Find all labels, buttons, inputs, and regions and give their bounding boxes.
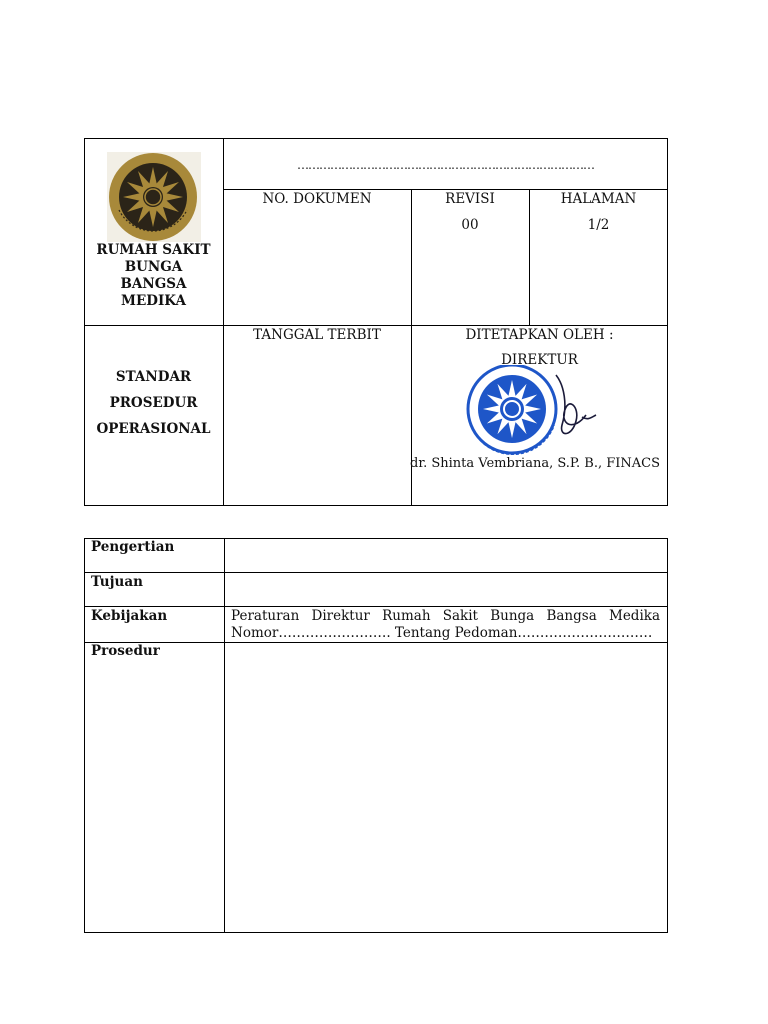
- official-stamp: [464, 365, 600, 455]
- hospital-name-line-3: BANGSA: [120, 276, 187, 292]
- pengertian-label: Pengertian: [91, 539, 175, 555]
- no-dokumen-label: NO. DOKUMEN: [262, 191, 372, 207]
- tanggal-terbit-label: TANGGAL TERBIT: [253, 327, 381, 343]
- header-divider-halaman: [529, 189, 530, 326]
- content-table: [84, 538, 668, 933]
- revisi-value: 00: [461, 217, 479, 233]
- hospital-name-line-1: RUMAH SAKIT: [96, 242, 211, 258]
- hospital-name-line-2: BUNGA: [124, 259, 183, 275]
- ditetapkan-label: DITETAPKAN OLEH :: [465, 327, 614, 343]
- revisi-label: REVISI: [445, 191, 495, 207]
- prosedur-label: Prosedur: [91, 643, 160, 659]
- hospital-logo: [107, 152, 201, 242]
- direktur-label: DIREKTUR: [501, 352, 578, 368]
- kebijakan-value-line-2: Nomor……………………. Tentang Pedoman…………………………: [231, 625, 653, 641]
- content-divider-vertical: [224, 538, 225, 933]
- hospital-logo-icon: [107, 152, 201, 242]
- tujuan-label: Tujuan: [91, 574, 143, 590]
- content-divider-1: [84, 572, 668, 573]
- hospital-name-line-4: MEDIKA: [121, 293, 186, 309]
- sop-title-line-2: PROSEDUR: [109, 395, 198, 411]
- halaman-label: HALAMAN: [560, 191, 637, 207]
- document-title-placeholder: ………………………………………………………………………: [297, 158, 594, 172]
- kebijakan-label: Kebijakan: [91, 608, 168, 624]
- stamp-signature-icon: [464, 365, 600, 455]
- director-name: dr. Shinta Vembriana, S.P. B., FINACS: [410, 456, 661, 471]
- halaman-value: 1/2: [587, 217, 610, 233]
- content-divider-3: [84, 642, 668, 643]
- header-divider-revisi: [411, 189, 412, 326]
- kebijakan-value-line-1: Peraturan Direktur Rumah Sakit Bunga Bangsa Medika: [231, 608, 660, 624]
- sop-title-line-1: STANDAR: [115, 369, 192, 385]
- sop-title-line-3: OPERASIONAL: [96, 421, 211, 437]
